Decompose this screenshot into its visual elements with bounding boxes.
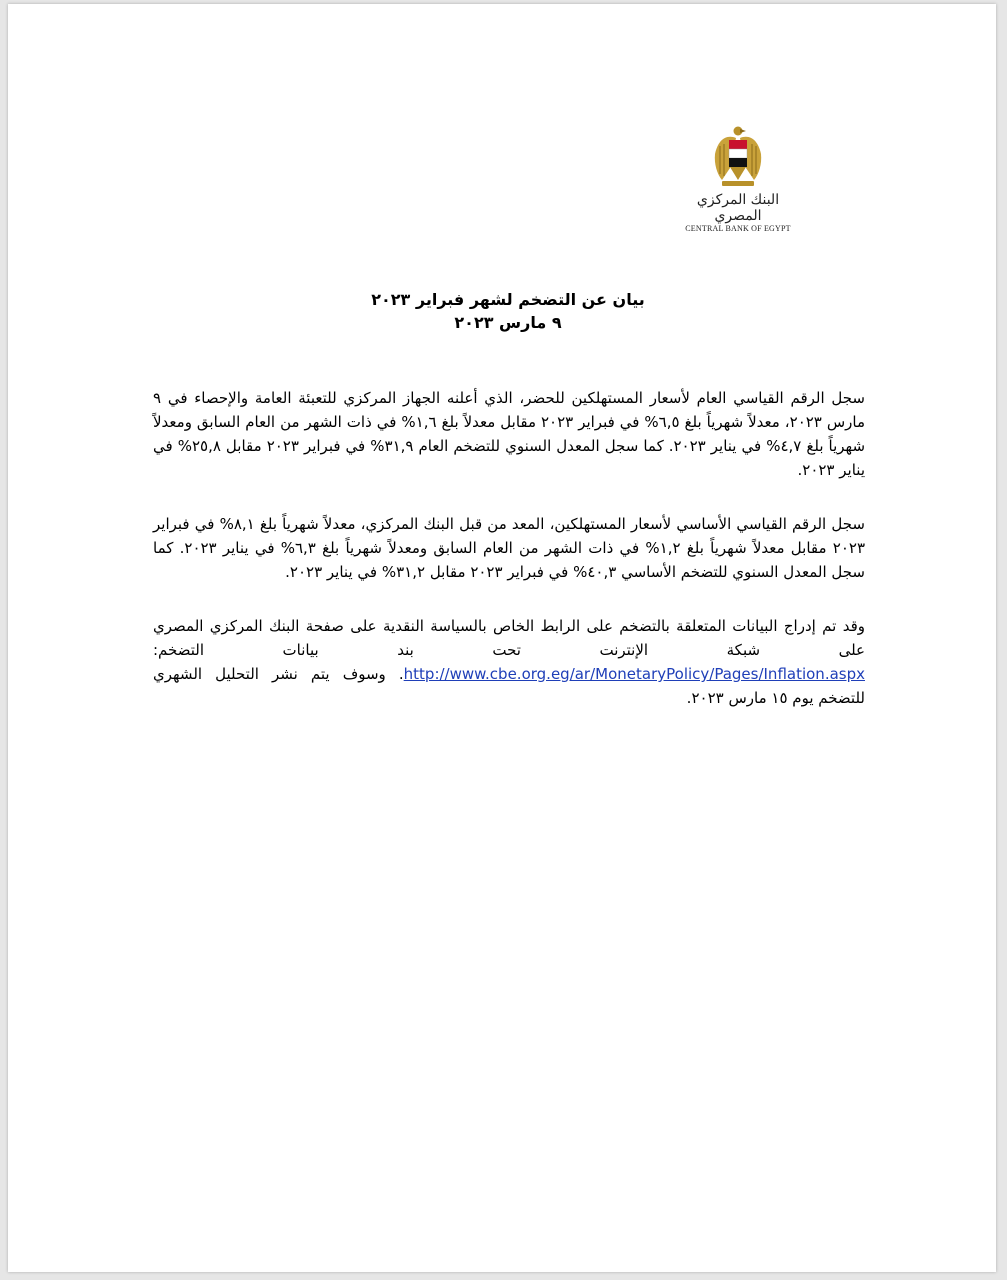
statement-heading [248, 288, 768, 334]
inflation-data-link[interactable]: http://www.cbe.org.eg/ar/MonetaryPolicy/Pages/Inflation.aspx [403, 665, 865, 683]
publication-note: . وسوف يتم نشر التحليل الشهري للتضخم يوم ١٥ مارس ٢٠٢٣. [153, 665, 865, 707]
statement-date: ٩ مارس ٢٠٢٣ [454, 313, 562, 332]
egyptian-eagle-icon [712, 124, 764, 190]
link-intro-text: وقد تم إدراج البيانات المتعلقة بالتضخم على الرابط الخاص بالسياسة النقدية على صفحة البنك المركزي المصري على شبكة الإنترنت تحت بند بيانات التضخم: [153, 617, 865, 659]
statement-body [153, 386, 865, 740]
paragraph-headline-inflation: سجل الرقم القياسي العام لأسعار المستهلكين للحضر، الذي أعلنه الجهاز المركزي للتعبئة العامة والإحصاء في ٩ مارس ٢٠٢٣، معدلاً شهرياً بلغ ٦,٥% في فبراير ٢٠٢٣ مقابل معدلاً بلغ ١,٦% في ذات الشهر من العام السابق ومعدلاً شهرياً بلغ ٤,٧% في يناير ٢٠٢٣. كما سجل المعدل السنوي للتضخم العام ٣١,٩% في فبراير ٢٠٢٣ مقابل ٢٥,٨% في يناير ٢٠٢٣. [153, 389, 866, 479]
statement-title: بيان عن التضخم لشهر فبراير ٢٠٢٣ [371, 290, 645, 309]
bank-logo [678, 124, 798, 234]
bank-name-english: CENTRAL BANK OF EGYPT [685, 224, 791, 233]
paragraph-data-link [153, 614, 865, 710]
document-page [8, 4, 996, 1272]
bank-name-arabic: البنك المركزي المصري [696, 192, 780, 224]
paragraph-core-inflation: سجل الرقم القياسي الأساسي لأسعار المستهلكين، المعد من قبل البنك المركزي، معدلاً شهرياً بلغ ٨,١% في فبراير ٢٠٢٣ مقابل معدلاً شهرياً بلغ ١,٢% في ذات الشهر من العام السابق ومعدلاً شهرياً بلغ ٦,٣% في يناير ٢٠٢٣. كما سجل المعدل السنوي للتضخم الأساسي ٤٠,٣% في فبراير ٢٠٢٣ مقابل ٣١,٢% في يناير ٢٠٢٣. [153, 515, 866, 581]
